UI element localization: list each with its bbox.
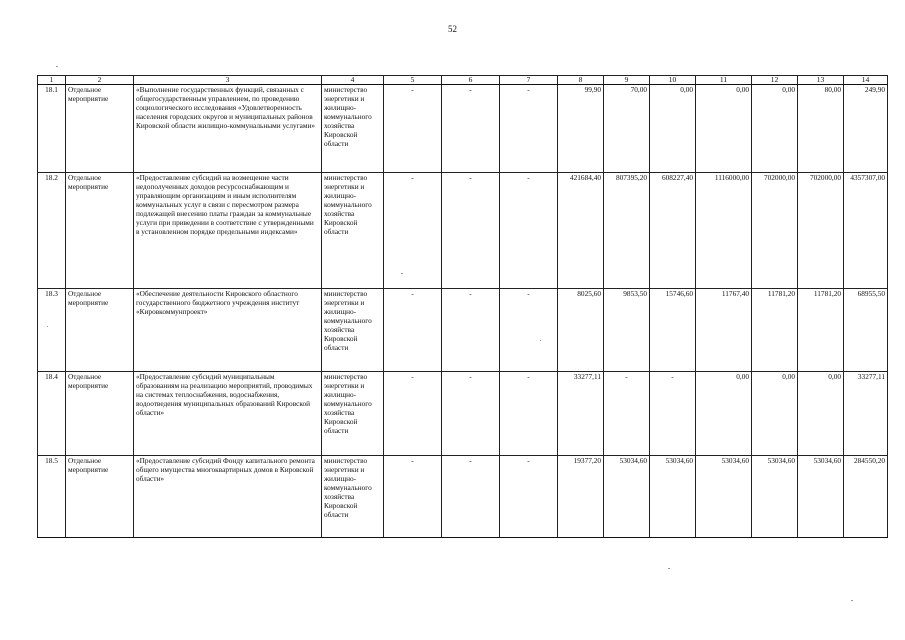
scan-speck <box>668 568 670 569</box>
table-row <box>38 289 888 372</box>
page-number: 52 <box>448 24 457 34</box>
scan-speck <box>47 326 48 327</box>
measure-type: Отдельное мероприятие <box>66 372 134 456</box>
cell-col5: - <box>384 372 442 456</box>
cell-col8: 421684,40 <box>558 173 604 289</box>
cell-col13: 0,00 <box>798 372 844 456</box>
cell-col7: - <box>500 173 558 289</box>
cell-col10: 608227,40 <box>650 173 696 289</box>
cell-col14: 284550,20 <box>844 456 888 538</box>
executor: министерство энергетики и жилищно-коммунального хозяйства Кировской области <box>322 372 384 456</box>
executor: министерство энергетики и жилищно-коммунального хозяйства Кировской области <box>322 289 384 372</box>
column-header: 11 <box>696 76 752 85</box>
measure-type: Отдельное мероприятие <box>66 456 134 538</box>
cell-col13: 702000,00 <box>798 173 844 289</box>
cell-col12: 0,00 <box>752 372 798 456</box>
cell-col12: 11781,20 <box>752 289 798 372</box>
cell-col8: 8025,60 <box>558 289 604 372</box>
cell-col13: 80,00 <box>798 85 844 173</box>
cell-col12: 702000,00 <box>752 173 798 289</box>
cell-col10: 53034,60 <box>650 456 696 538</box>
scan-speck <box>401 273 403 274</box>
measures-table <box>37 75 888 538</box>
scan-speck <box>851 600 853 601</box>
table-row <box>38 85 888 173</box>
column-header: 13 <box>798 76 844 85</box>
cell-col8: 99,90 <box>558 85 604 173</box>
cell-col7: - <box>500 372 558 456</box>
cell-col11: 0,00 <box>696 372 752 456</box>
table-row <box>38 372 888 456</box>
row-number: 18.3 <box>38 289 66 372</box>
cell-col11: 0,00 <box>696 85 752 173</box>
cell-col6: - <box>442 85 500 173</box>
cell-col9: 9853,50 <box>604 289 650 372</box>
column-header: 8 <box>558 76 604 85</box>
cell-col11: 11767,40 <box>696 289 752 372</box>
measure-name: «Предоставление субсидий муниципальным образованиям на реализацию мероприятий, проводимых на системах теплоснабжения, водоснабжения, водоотведения муниципальных образований Кировской области» <box>134 372 322 456</box>
cell-col7: - <box>500 289 558 372</box>
scan-speck <box>540 340 541 341</box>
table-row <box>38 456 888 538</box>
cell-col13: 53034,60 <box>798 456 844 538</box>
header-row <box>38 76 888 85</box>
cell-col5: - <box>384 456 442 538</box>
measure-name: «Предоставление субсидий на возмещение части недополученных доходов ресурсоснабжающим и управляющим организациям и иным исполнителям коммунальных услуг в связи с пересмотром размера подлежащей внесению платы граждан за коммунальные услуги при приведении в соответствие с утвержденными в установленном порядке предельными индексами» <box>134 173 322 289</box>
column-header: 9 <box>604 76 650 85</box>
measure-type: Отдельное мероприятие <box>66 173 134 289</box>
column-header: 5 <box>384 76 442 85</box>
executor: министерство энергетики и жилищно-коммунального хозяйства Кировской области <box>322 85 384 173</box>
cell-col5: - <box>384 85 442 173</box>
row-number: 18.4 <box>38 372 66 456</box>
cell-col14: 4357307,00 <box>844 173 888 289</box>
cell-col6: - <box>442 456 500 538</box>
row-number: 18.5 <box>38 456 66 538</box>
column-header: 12 <box>752 76 798 85</box>
measure-type: Отдельное мероприятие <box>66 289 134 372</box>
cell-col8: 19377,20 <box>558 456 604 538</box>
cell-col14: 249,90 <box>844 85 888 173</box>
cell-col10: - <box>650 372 696 456</box>
column-header: 14 <box>844 76 888 85</box>
cell-col10: 15746,60 <box>650 289 696 372</box>
cell-col13: 11781,20 <box>798 289 844 372</box>
measure-name: «Предоставление субсидий Фонду капитального ремонта общего имущества многоквартирных домов в Кировской области» <box>134 456 322 538</box>
column-header: 4 <box>322 76 384 85</box>
column-header: 7 <box>500 76 558 85</box>
cell-col9: 70,00 <box>604 85 650 173</box>
measure-name: «Выполнение государственных функций, связанных с общегосударственным управлением, по проведению социологического исследования «Удовлетворенность населения городских округов и муниципальных районов Кировской области жилищно-коммунальными услугами» <box>134 85 322 173</box>
cell-col9: 807395,20 <box>604 173 650 289</box>
cell-col5: - <box>384 289 442 372</box>
column-header: 10 <box>650 76 696 85</box>
executor: министерство энергетики и жилищно-коммунального хозяйства Кировской области <box>322 456 384 538</box>
row-number: 18.2 <box>38 173 66 289</box>
cell-col12: 0,00 <box>752 85 798 173</box>
cell-col11: 53034,60 <box>696 456 752 538</box>
cell-col7: - <box>500 456 558 538</box>
column-header: 3 <box>134 76 322 85</box>
cell-col9: 53034,60 <box>604 456 650 538</box>
cell-col9: - <box>604 372 650 456</box>
cell-col11: 1116000,00 <box>696 173 752 289</box>
scan-speck <box>56 66 58 67</box>
cell-col12: 53034,60 <box>752 456 798 538</box>
executor: министерство энергетики и жилищно-коммунального хозяйства Кировской области <box>322 173 384 289</box>
cell-col6: - <box>442 372 500 456</box>
cell-col7: - <box>500 85 558 173</box>
cell-col6: - <box>442 289 500 372</box>
cell-col5: - <box>384 173 442 289</box>
cell-col6: - <box>442 173 500 289</box>
column-header: 6 <box>442 76 500 85</box>
cell-col8: 33277,11 <box>558 372 604 456</box>
cell-col14: 68955,50 <box>844 289 888 372</box>
cell-col14: 33277,11 <box>844 372 888 456</box>
column-header: 2 <box>66 76 134 85</box>
table-row <box>38 173 888 289</box>
column-header: 1 <box>38 76 66 85</box>
measure-name: «Обеспечение деятельности Кировского областного государственного бюджетного учреждения институт «Кировкоммунпроект» <box>134 289 322 372</box>
measure-type: Отдельное мероприятие <box>66 85 134 173</box>
row-number: 18.1 <box>38 85 66 173</box>
cell-col10: 0,00 <box>650 85 696 173</box>
